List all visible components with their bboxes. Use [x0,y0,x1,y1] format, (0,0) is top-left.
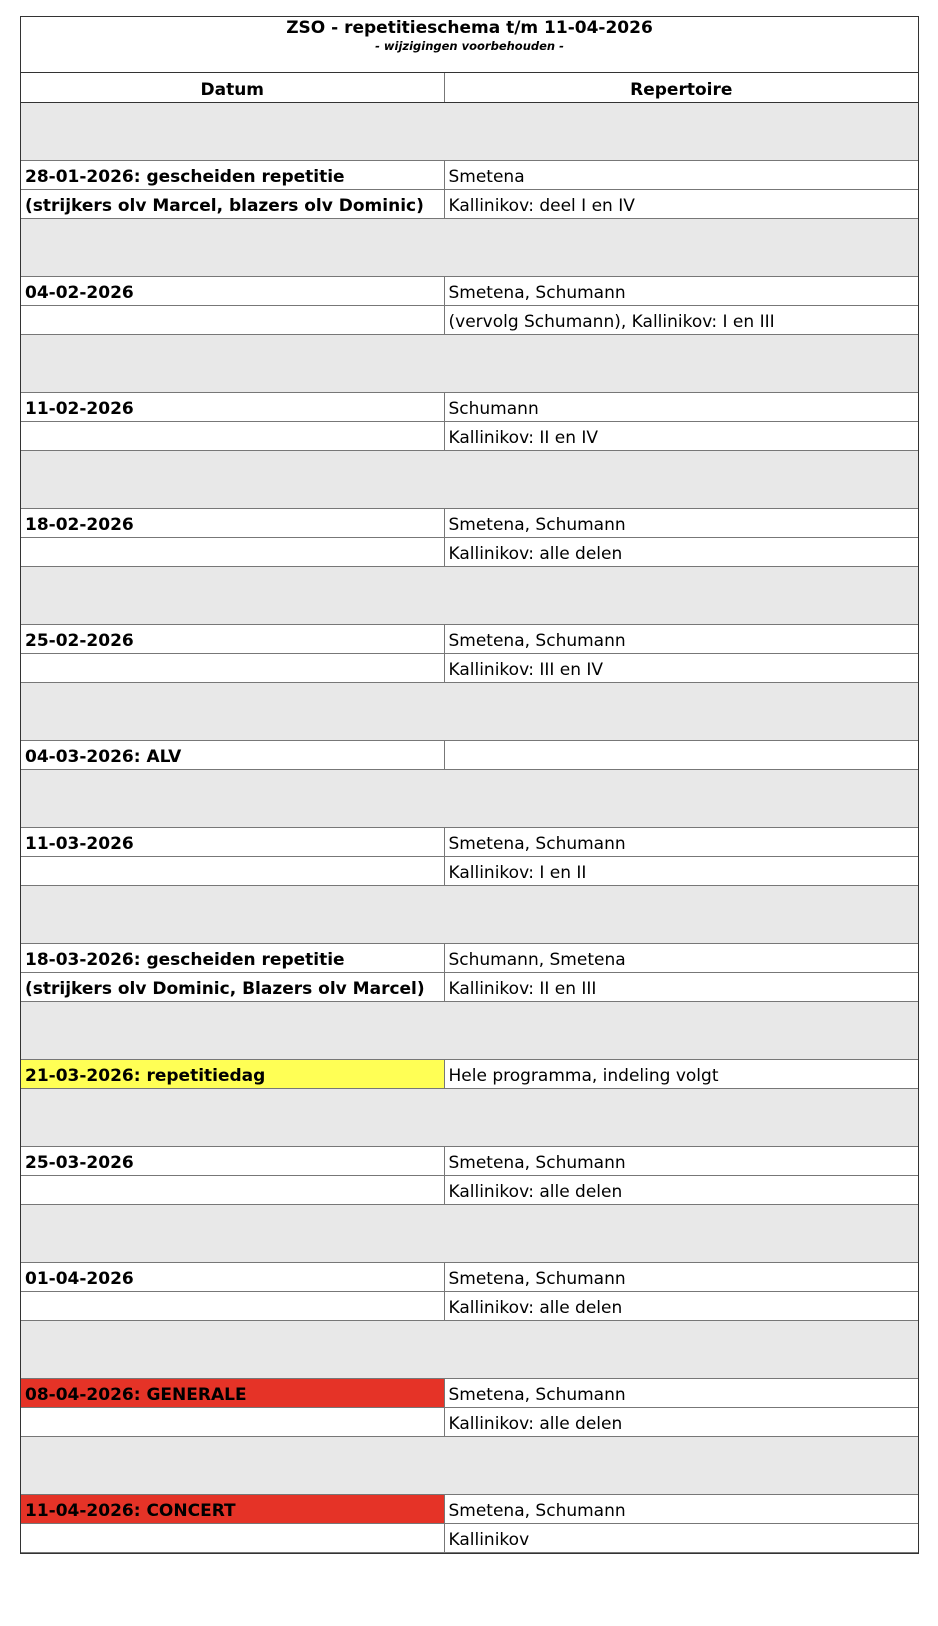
date-cell [21,1175,444,1204]
repertoire-cell: Kallinikov: II en IV [444,421,918,450]
schedule-rows [21,102,918,1552]
spacer-row [21,769,918,827]
spacer-row [21,102,918,160]
spacer-cell [21,1001,918,1059]
repertoire-cell: Schumann, Smetena [444,943,918,972]
date-cell: (strijkers olv Dominic, Blazers olv Marcel) [21,972,444,1001]
repertoire-cell: Smetena, Schumann [444,827,918,856]
repertoire-cell: Smetena, Schumann [444,1378,918,1407]
table-row [21,1059,918,1088]
spacer-row [21,885,918,943]
date-cell [21,421,444,450]
table-row [21,972,918,1001]
spacer-row [21,1001,918,1059]
date-cell: 04-03-2026: ALV [21,740,444,769]
spacer-row [21,334,918,392]
repertoire-cell: Kallinikov: I en II [444,856,918,885]
table-row [21,943,918,972]
table-row [21,276,918,305]
repertoire-cell: Kallinikov: alle delen [444,1175,918,1204]
spacer-row [21,1436,918,1494]
spacer-cell [21,566,918,624]
spacer-cell [21,1436,918,1494]
title-block [21,17,918,73]
spacer-row [21,1088,918,1146]
repertoire-cell: Smetena, Schumann [444,1494,918,1523]
repertoire-cell: Hele programma, indeling volgt [444,1059,918,1088]
spacer-cell [21,682,918,740]
repertoire-cell: Kallinikov: III en IV [444,653,918,682]
spacer-row [21,1204,918,1262]
date-cell: 18-03-2026: gescheiden repetitie [21,943,444,972]
date-cell [21,653,444,682]
table-row [21,653,918,682]
table-row [21,1494,918,1523]
date-cell: 11-03-2026 [21,827,444,856]
date-cell: 11-02-2026 [21,392,444,421]
date-cell [21,1523,444,1552]
table-row [21,537,918,566]
table-row [21,189,918,218]
table-row [21,1378,918,1407]
repertoire-cell: Kallinikov: alle delen [444,1291,918,1320]
repertoire-cell [444,740,918,769]
repertoire-cell: (vervolg Schumann), Kallinikov: I en III [444,305,918,334]
spacer-cell [21,102,918,160]
repertoire-cell: Kallinikov: deel I en IV [444,189,918,218]
repertoire-cell: Kallinikov: alle delen [444,537,918,566]
spacer-row [21,566,918,624]
header-datum: Datum [21,73,444,102]
date-cell: 25-02-2026 [21,624,444,653]
table-row [21,421,918,450]
table-row [21,305,918,334]
date-cell: 08-04-2026: GENERALE [21,1378,444,1407]
table-row [21,1175,918,1204]
table-row [21,508,918,537]
header-repertoire: Repertoire [444,73,918,102]
date-cell [21,1407,444,1436]
spacer-row [21,450,918,508]
repertoire-cell: Smetena, Schumann [444,276,918,305]
date-cell [21,305,444,334]
table-row [21,1146,918,1175]
date-cell: 01-04-2026 [21,1262,444,1291]
repertoire-cell: Smetena [444,160,918,189]
schedule-sheet [20,16,919,1554]
table-row [21,1262,918,1291]
table-row [21,1291,918,1320]
spacer-row [21,1320,918,1378]
repertoire-cell: Schumann [444,392,918,421]
spacer-cell [21,450,918,508]
repertoire-cell: Smetena, Schumann [444,508,918,537]
repertoire-cell: Kallinikov: alle delen [444,1407,918,1436]
table-row [21,624,918,653]
spacer-cell [21,1320,918,1378]
table-row [21,1407,918,1436]
table-row [21,1523,918,1552]
table-row [21,856,918,885]
spacer-cell [21,334,918,392]
repertoire-cell: Smetena, Schumann [444,624,918,653]
date-cell: 28-01-2026: gescheiden repetitie [21,160,444,189]
date-cell [21,1291,444,1320]
date-cell: 21-03-2026: repetitiedag [21,1059,444,1088]
date-cell [21,856,444,885]
table-row [21,740,918,769]
schedule-table [21,73,918,1553]
table-row [21,392,918,421]
table-row [21,160,918,189]
repertoire-cell: Kallinikov: II en III [444,972,918,1001]
spacer-cell [21,218,918,276]
spacer-cell [21,1204,918,1262]
repertoire-cell: Kallinikov [444,1523,918,1552]
header-row [21,73,918,102]
sheet-title: ZSO - repetitieschema t/m 11-04-2026 [286,18,653,38]
sheet-subtitle: - wijzigingen voorbehouden - [375,39,564,53]
date-cell: (strijkers olv Marcel, blazers olv Dominic) [21,189,444,218]
date-cell: 25-03-2026 [21,1146,444,1175]
spacer-cell [21,1088,918,1146]
repertoire-cell: Smetena, Schumann [444,1146,918,1175]
spacer-cell [21,885,918,943]
repertoire-cell: Smetena, Schumann [444,1262,918,1291]
table-row [21,827,918,856]
spacer-cell [21,769,918,827]
date-cell: 18-02-2026 [21,508,444,537]
date-cell: 11-04-2026: CONCERT [21,1494,444,1523]
spacer-row [21,218,918,276]
spacer-row [21,682,918,740]
date-cell [21,537,444,566]
date-cell: 04-02-2026 [21,276,444,305]
